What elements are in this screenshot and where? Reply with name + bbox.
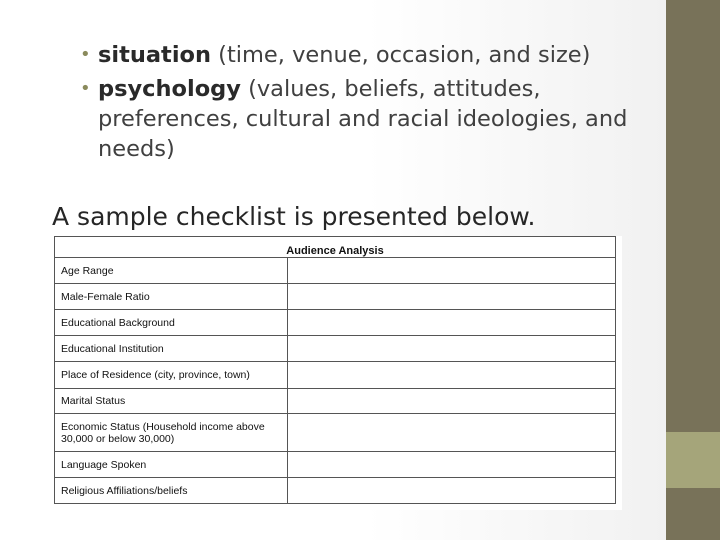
row-label: Religious Affiliations/beliefs <box>55 478 288 504</box>
row-value-cell <box>288 284 616 310</box>
bullet-keyword: psychology <box>98 76 241 102</box>
bullet-text: (values, beliefs, attitudes, preferences, cultural and racial ideologies, and needs) <box>98 76 628 162</box>
row-value-cell <box>288 389 616 414</box>
sidebar-accent-dark <box>666 0 720 432</box>
row-value-cell <box>288 414 616 452</box>
table-row <box>55 336 616 362</box>
table-row <box>55 389 616 414</box>
row-value-cell <box>288 478 616 504</box>
row-label: Educational Background <box>55 310 288 336</box>
row-value-cell <box>288 310 616 336</box>
row-label: Educational Institution <box>55 336 288 362</box>
checklist-table-image <box>52 236 622 510</box>
intro-text: A sample checklist is presented below. <box>52 202 536 231</box>
bullet-item-situation <box>80 40 640 70</box>
bullet-text: (time, venue, occasion, and size) <box>211 42 591 68</box>
sidebar-accent-light <box>666 432 720 488</box>
table-row <box>55 284 616 310</box>
table-row <box>55 258 616 284</box>
row-label: Male-Female Ratio <box>55 284 288 310</box>
bullet-list <box>80 40 640 168</box>
table-row <box>55 478 616 504</box>
row-label: Age Range <box>55 258 288 284</box>
row-label: Place of Residence (city, province, town) <box>55 362 288 389</box>
table-header-row <box>55 237 616 258</box>
row-label: Economic Status (Household income above 30,000 or below 30,000) <box>55 414 288 452</box>
row-value-cell <box>288 452 616 478</box>
table-row <box>55 414 616 452</box>
bullet-keyword: situation <box>98 42 212 68</box>
table-row <box>55 452 616 478</box>
table-title: Audience Analysis <box>55 237 616 258</box>
bullet-item-psychology <box>80 74 640 164</box>
row-label: Language Spoken <box>55 452 288 478</box>
bullet-marker-icon: • <box>80 78 91 99</box>
row-value-cell <box>288 336 616 362</box>
table-row <box>55 362 616 389</box>
table-row <box>55 310 616 336</box>
sidebar-accent-foot <box>666 488 720 540</box>
bullet-marker-icon: • <box>80 44 91 65</box>
row-label: Marital Status <box>55 389 288 414</box>
audience-analysis-table <box>54 236 616 504</box>
row-value-cell <box>288 258 616 284</box>
row-value-cell <box>288 362 616 389</box>
